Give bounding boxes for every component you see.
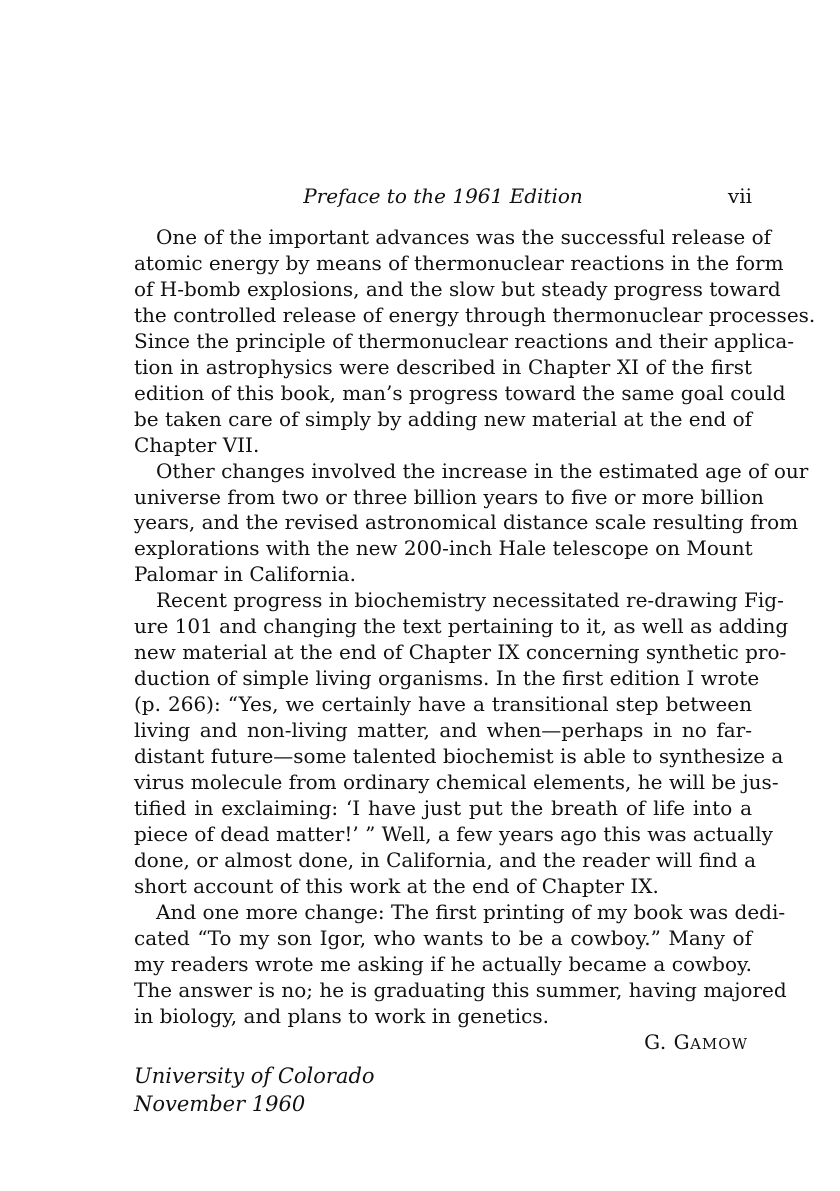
- text-line: atomic energy by means of thermonuclear reactions in the form: [134, 250, 784, 275]
- text-line: tion in astrophysics were described in Chapter XI of the first: [134, 354, 752, 379]
- text-line: explorations with the new 200-inch Hale telescope on Mount: [134, 536, 753, 561]
- author-signature: [134, 1030, 752, 1058]
- text-line: be taken care of simply by adding new material at the end of: [134, 406, 753, 431]
- page-number: vii: [727, 184, 752, 208]
- text-line: new material at the end of Chapter IX concerning synthetic pro-: [134, 640, 787, 665]
- signature-initial: G. G: [644, 1029, 691, 1054]
- text-line: of H-bomb explosions, and the slow but steady progress toward: [134, 276, 781, 301]
- text-line: tified in exclaiming: ‘I have just put the breath of life into a: [134, 795, 752, 820]
- text-line: years, and the revised astronomical distance scale resulting from: [134, 510, 799, 535]
- text-line: ure 101 and changing the text pertaining to it, as well as adding: [134, 614, 789, 639]
- paragraph-3: [134, 588, 789, 899]
- text-line: virus molecule from ordinary chemical elements, he will be jus-: [134, 770, 779, 795]
- text-line: (p. 266): “Yes, we certainly have a transitional step between: [134, 692, 752, 717]
- text-line: The answer is no; he is graduating this summer, having majored: [134, 977, 787, 1002]
- text-line: And one more change: The first printing of my book was dedi-: [156, 899, 786, 924]
- text-line: short account of this work at the end of Chapter IX.: [134, 873, 659, 898]
- text-line: done, or almost done, in California, and the reader will find a: [134, 847, 756, 872]
- signature-small-caps: AMOW: [690, 1034, 748, 1053]
- text-line: the controlled release of energy through thermonuclear processes.: [134, 302, 816, 327]
- text-line: Palomar in California.: [134, 562, 356, 587]
- paragraph-1: [134, 225, 816, 459]
- paragraph-2: [134, 458, 809, 589]
- text-line: Recent progress in biochemistry necessitated re-drawing Fig-: [156, 588, 784, 613]
- text-line: piece of dead matter!’ ” Well, a few years ago this was actually: [134, 821, 773, 846]
- page-header: [134, 184, 752, 214]
- text-line: Since the principle of thermonuclear reactions and their applica-: [134, 328, 795, 353]
- text-line: living and non-living matter, and when—perhaps in no far-: [134, 718, 752, 743]
- text-line: in biology, and plans to work in genetics.: [134, 1003, 549, 1028]
- text-line: duction of simple living organisms. In the first edition I wrote: [134, 666, 760, 691]
- paragraph-4: [134, 899, 787, 1030]
- text-line: Other changes involved the increase in the estimated age of our: [156, 458, 809, 483]
- text-line: One of the important advances was the successful release of: [156, 225, 772, 249]
- text-line: universe from two or three billion years to five or more billion: [134, 484, 764, 509]
- text-line: my readers wrote me asking if he actually became a cowboy.: [134, 951, 752, 976]
- text-line: cated “To my son Igor, who wants to be a cowboy.” Many of: [134, 925, 752, 950]
- dateline-date: November 1960: [134, 1092, 306, 1116]
- preface-body: [134, 225, 816, 1058]
- text-line: Chapter VII.: [134, 432, 260, 457]
- text-line: distant future—some talented biochemist is able to synthesize a: [134, 744, 784, 769]
- text-line: edition of this book, man’s progress toward the same goal could: [134, 380, 786, 405]
- running-title: Preface to the 1961 Edition: [303, 184, 583, 208]
- dateline-institution: University of Colorado: [134, 1064, 375, 1088]
- dateline: [134, 1062, 375, 1118]
